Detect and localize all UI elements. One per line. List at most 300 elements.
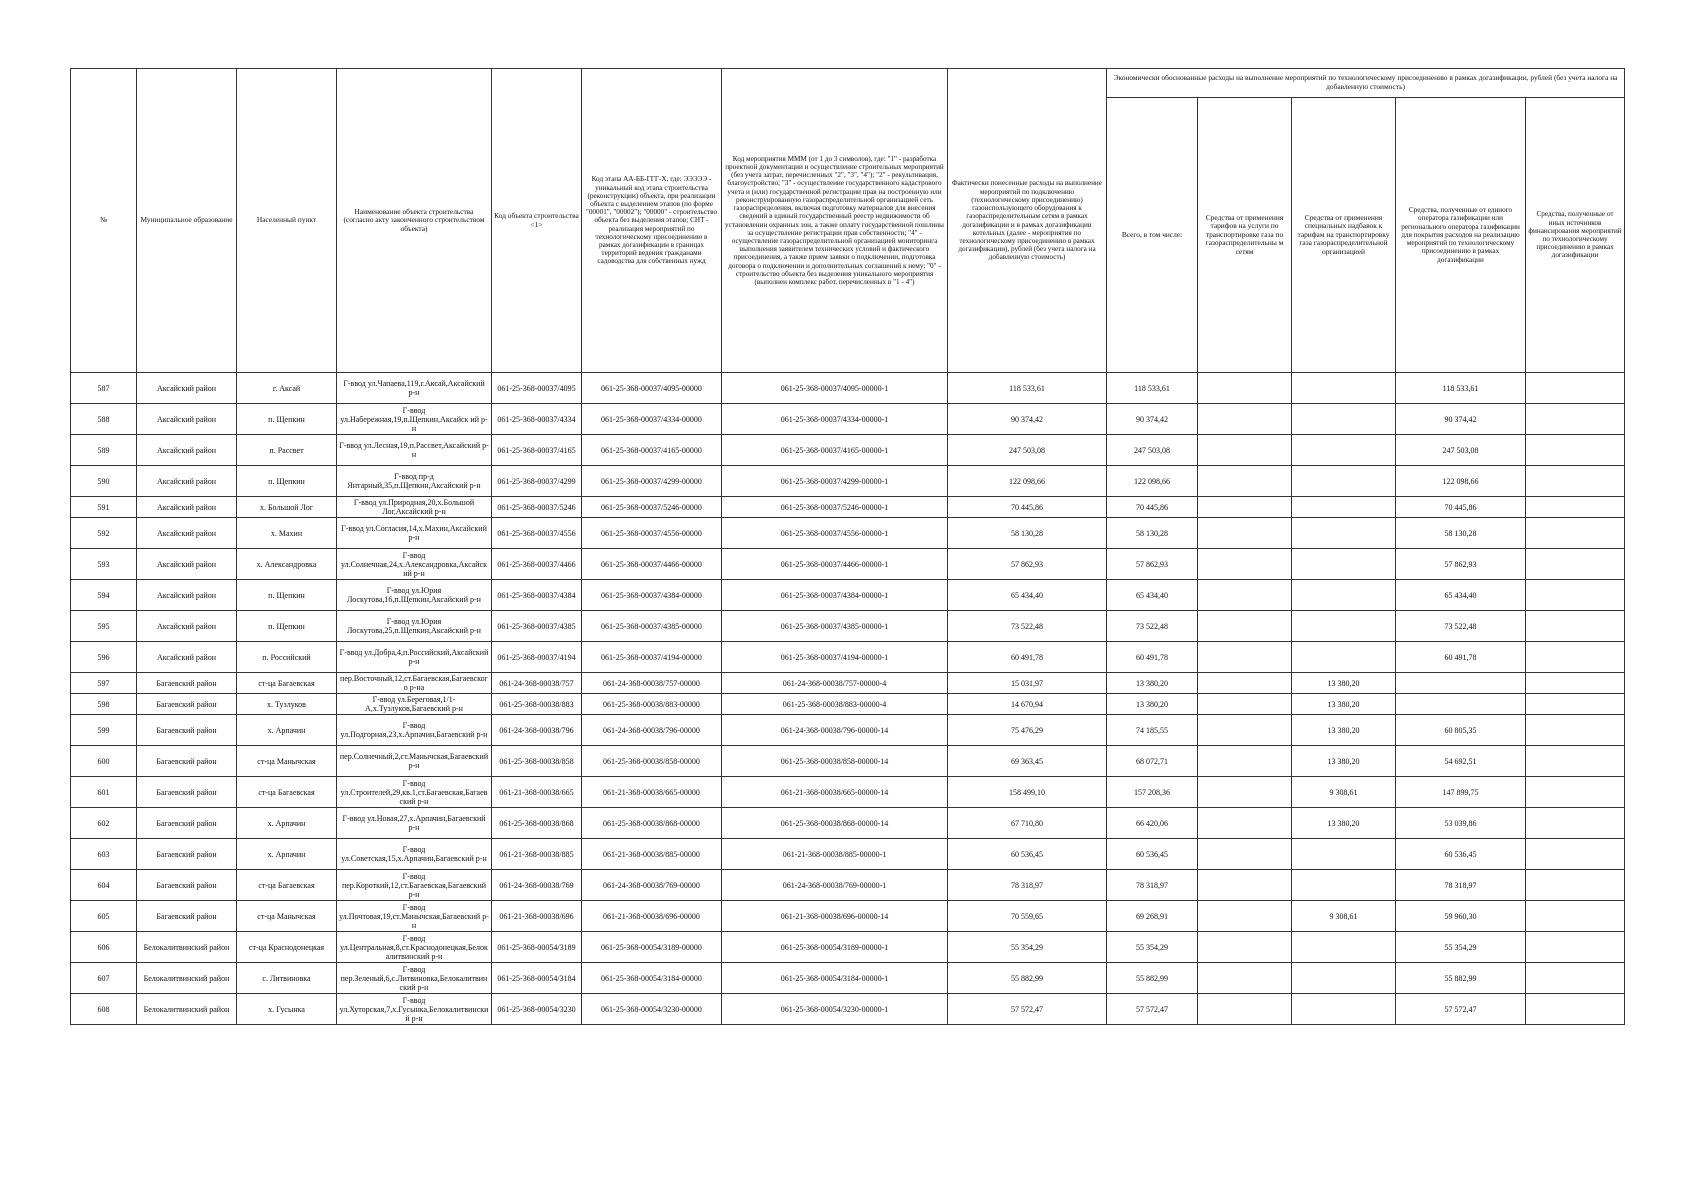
header-other: Средства, полученные от иных источников финансирования мероприятий по технологическому присоединению в рамках догазификации: [1526, 98, 1625, 373]
row-municipality: Багаевский район: [137, 808, 237, 839]
row-other: [1526, 963, 1625, 994]
row-event-code: 061-25-368-00037/4095-00000-1: [722, 373, 948, 404]
row-settlement: г. Аксай: [237, 373, 337, 404]
header-object-code: Код объекта строительства <1>: [492, 69, 582, 373]
row-settlement: п. Рассвет: [237, 435, 337, 466]
table-row: [71, 694, 1625, 715]
row-settlement: х. Махин: [237, 518, 337, 549]
row-surcharge: 13 380,20: [1292, 673, 1396, 694]
row-object-code: 061-24-368-00038/757: [492, 673, 582, 694]
row-actual-costs: 57 572,47: [948, 994, 1107, 1025]
row-other: [1526, 839, 1625, 870]
row-operator: 60 536,45: [1396, 839, 1526, 870]
header-event-code: Код мероприятия МММ (от 1 до 3 символов), где: "1" - разработка проектной документации и осуществление строительных мероприятий (без учета затрат, перечисленных "2", "3", "4"); "2" - рекультивация, благоустройство; "3" - осуществление государственного кадастрового учета и (или) государственной регистрации прав на построенную или реконструированную газораспределительной организацией сеть газораспределения, включая подготовку материалов для внесения сведений в единый государственный реестр недвижимости об установлении охранных зон, а также оплату государственной пошлины за осуществление регистрации прав собственности; "4" - осуществление газораспределительной организацией мониторинга выполнения заявителем технических условий и фактического присоединения, а также прием заявки о подключении, подготовка договора о подключении и дополнительных соглашений к нему; "0" - строительство объекта без выделения уникального мероприятия (выполнен комплекс работ, перечисленных в "1 - 4"): [722, 69, 948, 373]
row-surcharge: [1292, 994, 1396, 1025]
row-total: 73 522,48: [1107, 611, 1198, 642]
table-row: [71, 611, 1625, 642]
row-actual-costs: 70 445,86: [948, 497, 1107, 518]
row-object-code: 061-25-368-00037/4165: [492, 435, 582, 466]
row-settlement: х. Тузлуков: [237, 694, 337, 715]
row-actual-costs: 158 499,10: [948, 777, 1107, 808]
row-tariff: [1198, 673, 1292, 694]
row-event-code: 061-25-368-00038/868-00000-14: [722, 808, 948, 839]
row-settlement: п. Российский: [237, 642, 337, 673]
row-no: 593: [71, 549, 137, 580]
row-total: 122 098,66: [1107, 466, 1198, 497]
row-event-code: 061-25-368-00037/4556-00000-1: [722, 518, 948, 549]
row-surcharge: 9 308,61: [1292, 901, 1396, 932]
cost-table: [70, 68, 1625, 1025]
row-object-code: 061-25-368-00038/883: [492, 694, 582, 715]
row-surcharge: [1292, 932, 1396, 963]
row-actual-costs: 90 374,42: [948, 404, 1107, 435]
row-no: 599: [71, 715, 137, 746]
row-surcharge: [1292, 549, 1396, 580]
row-settlement: ст-ца Багаевская: [237, 777, 337, 808]
row-municipality: Багаевский район: [137, 715, 237, 746]
row-operator: 78 318,97: [1396, 870, 1526, 901]
table-row: [71, 518, 1625, 549]
row-event-code: 061-25-368-00054/3230-00000-1: [722, 994, 948, 1025]
row-surcharge: [1292, 373, 1396, 404]
row-operator: 65 434,40: [1396, 580, 1526, 611]
row-operator: 147 899,75: [1396, 777, 1526, 808]
row-object-name: Г-ввод ул.Новая,27,х.Арпачин,Багаевский р-н: [337, 808, 492, 839]
header-object-name: Наименование объекта строительства (согласно акту законченного строительством объекта): [337, 69, 492, 373]
row-tariff: [1198, 611, 1292, 642]
row-tariff: [1198, 404, 1292, 435]
row-total: 68 072,71: [1107, 746, 1198, 777]
row-total: 60 491,78: [1107, 642, 1198, 673]
row-settlement: ст-ца Манычская: [237, 746, 337, 777]
row-object-code: 061-25-368-00037/4095: [492, 373, 582, 404]
row-total: 157 208,36: [1107, 777, 1198, 808]
row-settlement: ст-ца Краснодонецкая: [237, 932, 337, 963]
row-operator: 57 572,47: [1396, 994, 1526, 1025]
row-other: [1526, 808, 1625, 839]
row-municipality: Багаевский район: [137, 870, 237, 901]
header-surcharge: Средства от применения специальных надбавок к тарифам на транспортировку газа газораспределительной организацией: [1292, 98, 1396, 373]
row-object-name: пер.Солнечный,2,ст.Манычская,Багаевский р-н: [337, 746, 492, 777]
header-settlement: Населенный пункт: [237, 69, 337, 373]
table-row: [71, 963, 1625, 994]
row-stage-code: 061-21-368-00038/885-00000: [582, 839, 722, 870]
table-row: [71, 373, 1625, 404]
row-other: [1526, 932, 1625, 963]
row-surcharge: [1292, 642, 1396, 673]
row-settlement: ст-ца Багаевская: [237, 673, 337, 694]
row-total: 60 536,45: [1107, 839, 1198, 870]
row-object-code: 061-25-368-00037/4334: [492, 404, 582, 435]
row-no: 590: [71, 466, 137, 497]
row-surcharge: [1292, 518, 1396, 549]
row-total: 13 380,20: [1107, 694, 1198, 715]
row-object-name: Г-ввод ул.Почтовая,19,ст.Манычская,Багаевский р-н: [337, 901, 492, 932]
row-operator: 59 960,30: [1396, 901, 1526, 932]
table-row: [71, 497, 1625, 518]
row-surcharge: [1292, 580, 1396, 611]
row-surcharge: [1292, 497, 1396, 518]
row-operator: 58 130,28: [1396, 518, 1526, 549]
row-other: [1526, 694, 1625, 715]
row-surcharge: [1292, 870, 1396, 901]
row-operator: 70 445,86: [1396, 497, 1526, 518]
row-object-name: Г-ввод ул.Набережная,19,п.Щепкин,Аксайск ий р-н: [337, 404, 492, 435]
row-settlement: п. Щепкин: [237, 611, 337, 642]
row-operator: 54 692,51: [1396, 746, 1526, 777]
row-settlement: х. Большой Лог: [237, 497, 337, 518]
row-other: [1526, 611, 1625, 642]
row-total: 70 445,86: [1107, 497, 1198, 518]
row-operator: [1396, 673, 1526, 694]
row-object-code: 061-25-368-00054/3184: [492, 963, 582, 994]
row-no: 605: [71, 901, 137, 932]
row-total: 65 434,40: [1107, 580, 1198, 611]
row-tariff: [1198, 963, 1292, 994]
row-event-code: 061-21-368-00038/696-00000-14: [722, 901, 948, 932]
row-other: [1526, 549, 1625, 580]
row-municipality: Аксайский район: [137, 497, 237, 518]
row-object-name: Г-ввод ул.Добра,4,п.Российский,Аксайский р-н: [337, 642, 492, 673]
row-municipality: Багаевский район: [137, 777, 237, 808]
row-object-name: Г-ввод ул.Строителей,29,кв.1,ст.Багаевская,Багаевский р-н: [337, 777, 492, 808]
row-municipality: Белокалитвинский район: [137, 963, 237, 994]
row-municipality: Аксайский район: [137, 642, 237, 673]
row-actual-costs: 122 098,66: [948, 466, 1107, 497]
row-total: 13 380,20: [1107, 673, 1198, 694]
row-object-name: Г-ввод ул.Природная,20,х.Большой Лог,Аксайский р-н: [337, 497, 492, 518]
row-total: 118 533,61: [1107, 373, 1198, 404]
row-stage-code: 061-25-368-00054/3184-00000: [582, 963, 722, 994]
row-municipality: Аксайский район: [137, 580, 237, 611]
table-row: [71, 715, 1625, 746]
row-surcharge: 13 380,20: [1292, 694, 1396, 715]
row-total: 57 862,93: [1107, 549, 1198, 580]
table-body: [71, 373, 1625, 1025]
row-actual-costs: 67 710,80: [948, 808, 1107, 839]
row-no: 588: [71, 404, 137, 435]
row-no: 604: [71, 870, 137, 901]
table-row: [71, 777, 1625, 808]
row-event-code: 061-24-368-00038/769-00000-1: [722, 870, 948, 901]
row-actual-costs: 247 503,08: [948, 435, 1107, 466]
row-settlement: х. Александровка: [237, 549, 337, 580]
table-row: [71, 404, 1625, 435]
row-no: 598: [71, 694, 137, 715]
row-settlement: п. Щепкин: [237, 404, 337, 435]
row-settlement: с. Литвиновка: [237, 963, 337, 994]
row-tariff: [1198, 466, 1292, 497]
row-total: 66 420,06: [1107, 808, 1198, 839]
row-no: 595: [71, 611, 137, 642]
header-stage-code: Код этапа АА-ББ-ГГГ-Х, где: ЭЭЭЭЭ - уникальный код этапа строительства (реконструкции) объекта, при реализации объекта с выделением этапов (по форме "00001", "00002"); "00000" - строительство объекта без выделения этапов; СНТ - реализация мероприятий по технологическому присоединению в рамках догазификации в границах территорий ведения гражданами садоводства для собственных нужд: [582, 69, 722, 373]
table-row: [71, 808, 1625, 839]
row-other: [1526, 777, 1625, 808]
row-event-code: 061-25-368-00054/3184-00000-1: [722, 963, 948, 994]
row-tariff: [1198, 839, 1292, 870]
header-operator: Средства, полученные от единого оператора газификации или регионального оператора газификации для покрытия расходов на реализацию мероприятий по технологическому присоединению в рамках догазификации: [1396, 98, 1526, 373]
row-operator: 122 098,66: [1396, 466, 1526, 497]
row-other: [1526, 435, 1625, 466]
row-object-code: 061-21-368-00038/696: [492, 901, 582, 932]
row-event-code: 061-21-368-00038/885-00000-1: [722, 839, 948, 870]
row-object-code: 061-25-368-00037/4385: [492, 611, 582, 642]
table-row: [71, 994, 1625, 1025]
row-surcharge: [1292, 404, 1396, 435]
header-no: №: [71, 69, 137, 373]
row-actual-costs: 55 354,29: [948, 932, 1107, 963]
row-stage-code: 061-25-368-00038/883-00000: [582, 694, 722, 715]
row-total: 69 268,91: [1107, 901, 1198, 932]
row-surcharge: 13 380,20: [1292, 715, 1396, 746]
row-operator: 55 882,99: [1396, 963, 1526, 994]
row-tariff: [1198, 518, 1292, 549]
row-object-name: Г-ввод ул.Чапаева,119,г.Аксай,Аксайский р-н: [337, 373, 492, 404]
row-municipality: Аксайский район: [137, 466, 237, 497]
row-tariff: [1198, 808, 1292, 839]
row-other: [1526, 870, 1625, 901]
row-object-name: Г-ввод ул.Береговая,1/1-А,х.Тузлуков,Багаевский р-н: [337, 694, 492, 715]
row-other: [1526, 642, 1625, 673]
row-object-code: 061-25-368-00037/4466: [492, 549, 582, 580]
row-object-code: 061-25-368-00037/5246: [492, 497, 582, 518]
row-stage-code: 061-25-368-00038/868-00000: [582, 808, 722, 839]
row-event-code: 061-25-368-00054/3189-00000-1: [722, 932, 948, 963]
row-tariff: [1198, 932, 1292, 963]
row-no: 587: [71, 373, 137, 404]
row-object-name: Г-ввод ул.Солнечная,24,х.Александровка,Аксайский р-н: [337, 549, 492, 580]
row-event-code: 061-24-368-00038/796-00000-14: [722, 715, 948, 746]
row-object-code: 061-24-368-00038/769: [492, 870, 582, 901]
row-event-code: 061-21-368-00038/665-00000-14: [722, 777, 948, 808]
row-object-name: Г-ввод пер.Зеленый,6,с.Литвиновка,Белокалитвинский р-н: [337, 963, 492, 994]
row-no: 600: [71, 746, 137, 777]
row-actual-costs: 58 130,28: [948, 518, 1107, 549]
row-stage-code: 061-25-368-00037/4334-00000: [582, 404, 722, 435]
row-object-name: Г-ввод ул.Юрия Лоскутова,25,п.Щепкин,Аксайский р-н: [337, 611, 492, 642]
row-other: [1526, 518, 1625, 549]
row-municipality: Багаевский район: [137, 901, 237, 932]
row-other: [1526, 466, 1625, 497]
row-surcharge: [1292, 963, 1396, 994]
row-object-name: Г-ввод ул.Лесная,19,п.Рассвет,Аксайский р-н: [337, 435, 492, 466]
row-actual-costs: 75 476,29: [948, 715, 1107, 746]
row-object-name: Г-ввод ул.Центральная,8,ст.Краснодонецкая,Белокалитвинский р-н: [337, 932, 492, 963]
row-other: [1526, 994, 1625, 1025]
row-tariff: [1198, 642, 1292, 673]
row-other: [1526, 404, 1625, 435]
row-actual-costs: 57 862,93: [948, 549, 1107, 580]
row-total: 55 882,99: [1107, 963, 1198, 994]
header-tariff: Средства от применения тарифов на услуги по транспортировке газа по газораспределительны м сетям: [1198, 98, 1292, 373]
table-row: [71, 673, 1625, 694]
row-surcharge: [1292, 839, 1396, 870]
row-object-name: Г-ввод ул.Согласия,14,х.Махин,Аксайский р-н: [337, 518, 492, 549]
table-row: [71, 746, 1625, 777]
table-row: [71, 466, 1625, 497]
row-event-code: 061-25-368-00037/4194-00000-1: [722, 642, 948, 673]
row-tariff: [1198, 994, 1292, 1025]
row-event-code: 061-25-368-00037/4466-00000-1: [722, 549, 948, 580]
row-municipality: Аксайский район: [137, 611, 237, 642]
row-total: 57 572,47: [1107, 994, 1198, 1025]
row-other: [1526, 497, 1625, 518]
row-municipality: Багаевский район: [137, 673, 237, 694]
row-stage-code: 061-25-368-00037/4466-00000: [582, 549, 722, 580]
row-total: 55 354,29: [1107, 932, 1198, 963]
row-operator: 60 491,78: [1396, 642, 1526, 673]
row-surcharge: [1292, 611, 1396, 642]
row-object-name: Г-ввод пер.Короткий,12,ст.Багаевская,Багаевский р-н: [337, 870, 492, 901]
row-event-code: 061-25-368-00037/4384-00000-1: [722, 580, 948, 611]
row-actual-costs: 78 318,97: [948, 870, 1107, 901]
header-actual-costs: Фактически понесенные расходы на выполнение мероприятий по подключению (технологическому присоединению) газоиспользующего оборудования к газораспределительным сетям в рамках догазификации и в рамках догазификации котельных (далее - мероприятия по технологическому присоединению в рамках догазификации), рублей (без учета налога на добавленную стоимость): [948, 69, 1107, 373]
row-operator: 118 533,61: [1396, 373, 1526, 404]
row-stage-code: 061-25-368-00037/4194-00000: [582, 642, 722, 673]
row-municipality: Аксайский район: [137, 518, 237, 549]
row-object-code: 061-21-368-00038/885: [492, 839, 582, 870]
row-municipality: Белокалитвинский район: [137, 932, 237, 963]
row-actual-costs: 69 363,45: [948, 746, 1107, 777]
row-operator: 55 354,29: [1396, 932, 1526, 963]
row-stage-code: 061-25-368-00037/4384-00000: [582, 580, 722, 611]
header-total: Всего, в том числе:: [1107, 98, 1198, 373]
row-municipality: Аксайский район: [137, 435, 237, 466]
row-object-code: 061-25-368-00037/4194: [492, 642, 582, 673]
row-other: [1526, 580, 1625, 611]
row-surcharge: 9 308,61: [1292, 777, 1396, 808]
row-no: 596: [71, 642, 137, 673]
row-operator: 60 805,35: [1396, 715, 1526, 746]
row-tariff: [1198, 694, 1292, 715]
row-object-name: Г-ввод пр-д Янтарный,35,п.Щепкин,Аксайский р-н: [337, 466, 492, 497]
row-object-code: 061-25-368-00054/3189: [492, 932, 582, 963]
row-no: 608: [71, 994, 137, 1025]
row-actual-costs: 70 559,65: [948, 901, 1107, 932]
row-object-code: 061-25-368-00038/868: [492, 808, 582, 839]
row-total: 78 318,97: [1107, 870, 1198, 901]
table-row: [71, 839, 1625, 870]
row-settlement: х. Гусынка: [237, 994, 337, 1025]
row-tariff: [1198, 580, 1292, 611]
row-no: 592: [71, 518, 137, 549]
row-operator: 57 862,93: [1396, 549, 1526, 580]
row-no: 601: [71, 777, 137, 808]
row-actual-costs: 14 670,94: [948, 694, 1107, 715]
row-municipality: Белокалитвинский район: [137, 994, 237, 1025]
row-other: [1526, 373, 1625, 404]
row-stage-code: 061-21-368-00038/665-00000: [582, 777, 722, 808]
row-tariff: [1198, 746, 1292, 777]
row-stage-code: 061-25-368-00054/3230-00000: [582, 994, 722, 1025]
row-event-code: 061-25-368-00037/5246-00000-1: [722, 497, 948, 518]
row-operator: [1396, 694, 1526, 715]
row-municipality: Багаевский район: [137, 694, 237, 715]
row-actual-costs: 118 533,61: [948, 373, 1107, 404]
row-operator: 247 503,08: [1396, 435, 1526, 466]
row-municipality: Багаевский район: [137, 839, 237, 870]
row-total: 74 185,55: [1107, 715, 1198, 746]
row-stage-code: 061-21-368-00038/696-00000: [582, 901, 722, 932]
row-actual-costs: 73 522,48: [948, 611, 1107, 642]
row-event-code: 061-25-368-00038/883-00000-4: [722, 694, 948, 715]
row-settlement: п. Щепкин: [237, 580, 337, 611]
row-municipality: Аксайский район: [137, 404, 237, 435]
row-object-code: 061-25-368-00037/4384: [492, 580, 582, 611]
row-event-code: 061-25-368-00037/4299-00000-1: [722, 466, 948, 497]
row-stage-code: 061-24-368-00038/757-00000: [582, 673, 722, 694]
row-settlement: п. Щепкин: [237, 466, 337, 497]
row-operator: 73 522,48: [1396, 611, 1526, 642]
row-settlement: х. Арпачин: [237, 808, 337, 839]
table-row: [71, 642, 1625, 673]
row-municipality: Багаевский район: [137, 746, 237, 777]
table-row: [71, 580, 1625, 611]
header-municipality: Муниципальное образование: [137, 69, 237, 373]
row-actual-costs: 65 434,40: [948, 580, 1107, 611]
table-row: [71, 549, 1625, 580]
row-stage-code: 061-25-368-00037/5246-00000: [582, 497, 722, 518]
row-object-code: 061-25-368-00038/858: [492, 746, 582, 777]
row-no: 591: [71, 497, 137, 518]
row-actual-costs: 15 031,97: [948, 673, 1107, 694]
row-tariff: [1198, 777, 1292, 808]
row-settlement: ст-ца Манычская: [237, 901, 337, 932]
row-settlement: ст-ца Багаевская: [237, 870, 337, 901]
table-row: [71, 901, 1625, 932]
row-object-name: Г-ввод ул.Юрия Лоскутова,16,п.Щепкин,Аксайский р-н: [337, 580, 492, 611]
row-object-code: 061-25-368-00037/4556: [492, 518, 582, 549]
row-stage-code: 061-25-368-00054/3189-00000: [582, 932, 722, 963]
row-settlement: х. Арпачин: [237, 715, 337, 746]
row-surcharge: 13 380,20: [1292, 808, 1396, 839]
row-stage-code: 061-24-368-00038/796-00000: [582, 715, 722, 746]
table-row: [71, 932, 1625, 963]
row-event-code: 061-24-368-00038/757-00000-4: [722, 673, 948, 694]
row-no: 589: [71, 435, 137, 466]
row-other: [1526, 746, 1625, 777]
row-total: 90 374,42: [1107, 404, 1198, 435]
row-surcharge: 13 380,20: [1292, 746, 1396, 777]
row-total: 58 130,28: [1107, 518, 1198, 549]
row-actual-costs: 60 491,78: [948, 642, 1107, 673]
row-event-code: 061-25-368-00037/4165-00000-1: [722, 435, 948, 466]
row-other: [1526, 673, 1625, 694]
row-operator: 90 374,42: [1396, 404, 1526, 435]
row-tariff: [1198, 373, 1292, 404]
row-object-code: 061-21-368-00038/665: [492, 777, 582, 808]
row-tariff: [1198, 497, 1292, 518]
row-tariff: [1198, 870, 1292, 901]
row-object-code: 061-25-368-00054/3230: [492, 994, 582, 1025]
row-no: 594: [71, 580, 137, 611]
row-stage-code: 061-25-368-00038/858-00000: [582, 746, 722, 777]
row-tariff: [1198, 435, 1292, 466]
row-no: 607: [71, 963, 137, 994]
row-event-code: 061-25-368-00037/4385-00000-1: [722, 611, 948, 642]
row-object-name: пер.Восточный,12,ст.Багаевская,Багаевского р-на: [337, 673, 492, 694]
row-tariff: [1198, 549, 1292, 580]
row-stage-code: 061-25-368-00037/4095-00000: [582, 373, 722, 404]
row-tariff: [1198, 901, 1292, 932]
row-other: [1526, 715, 1625, 746]
row-stage-code: 061-25-368-00037/4556-00000: [582, 518, 722, 549]
row-no: 602: [71, 808, 137, 839]
row-actual-costs: 55 882,99: [948, 963, 1107, 994]
row-total: 247 503,08: [1107, 435, 1198, 466]
row-no: 597: [71, 673, 137, 694]
row-surcharge: [1292, 466, 1396, 497]
